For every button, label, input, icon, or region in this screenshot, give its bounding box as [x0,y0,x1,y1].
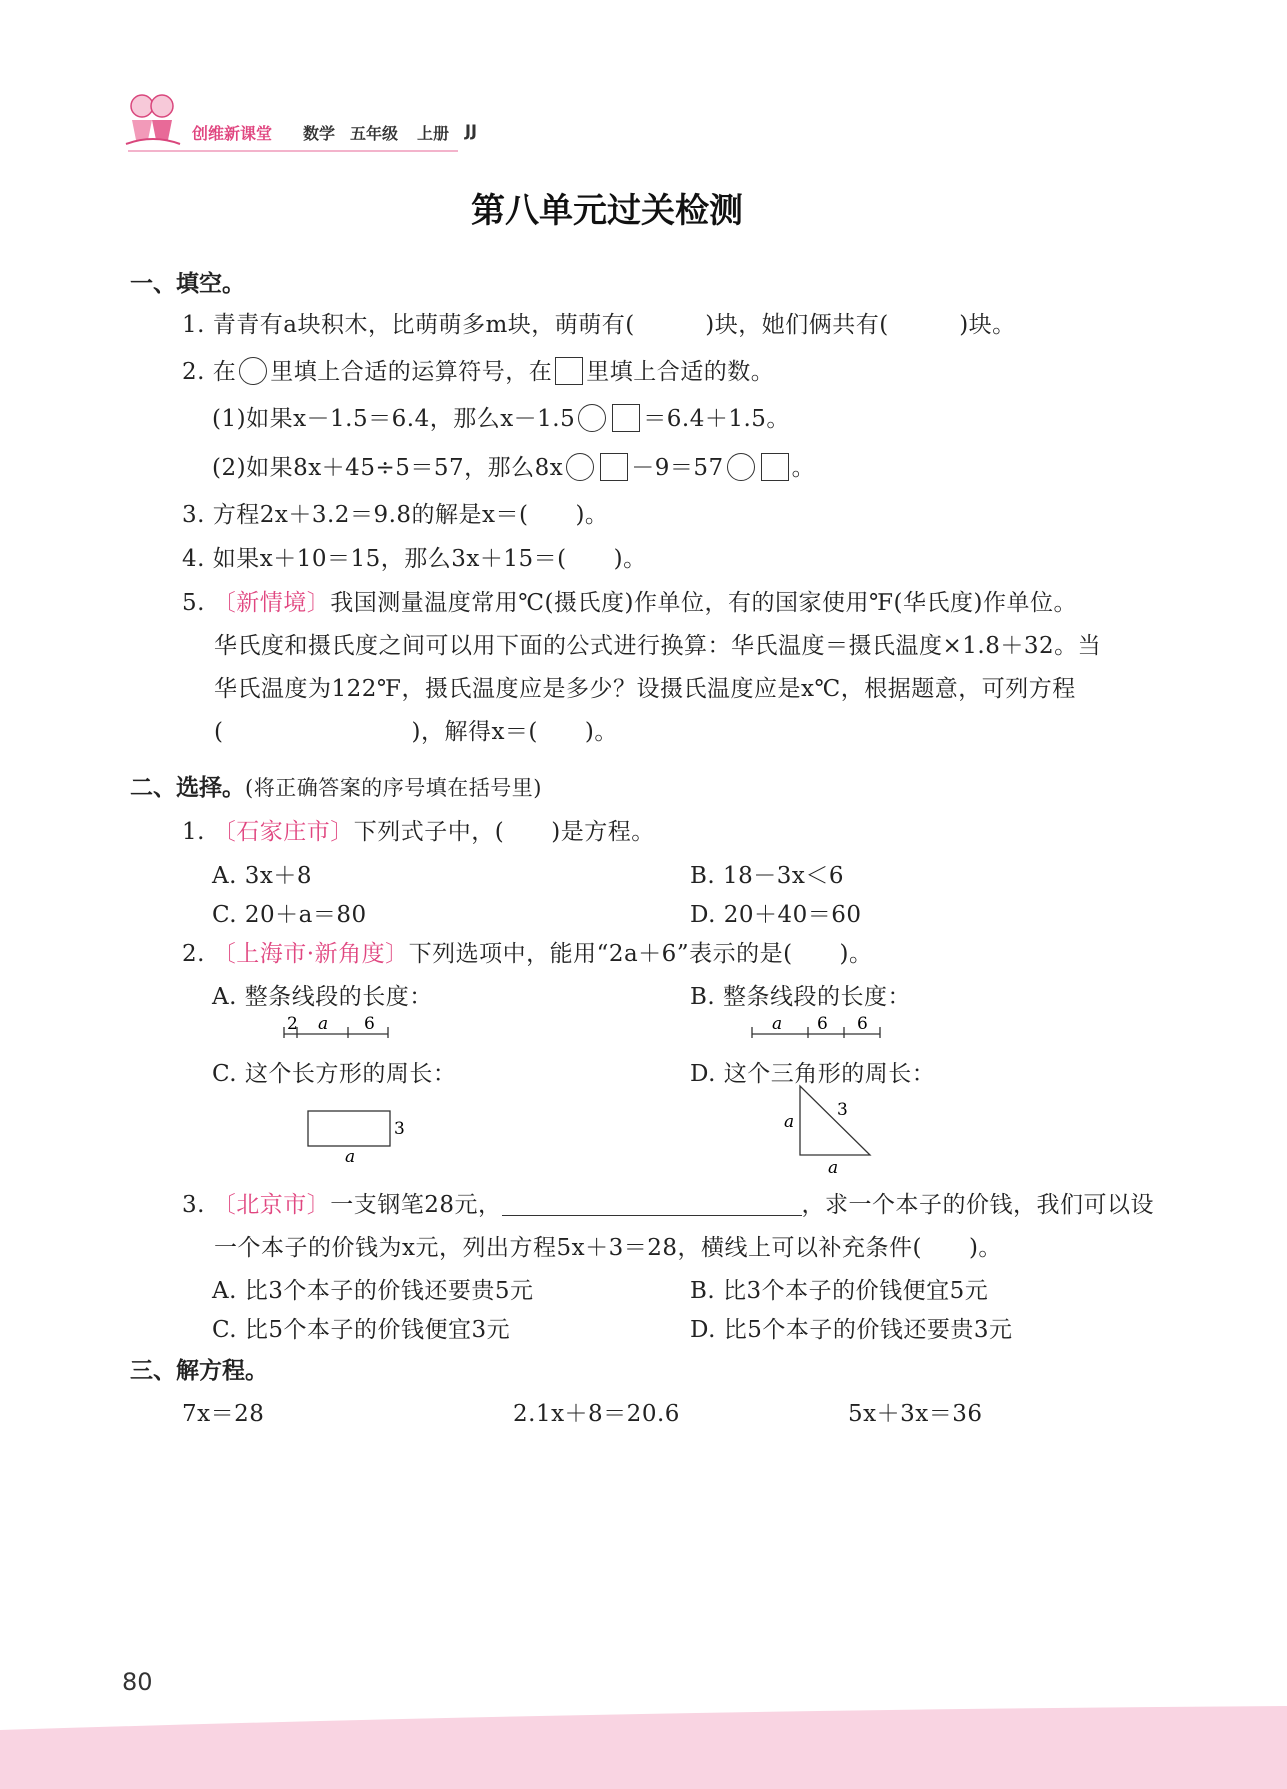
question-2-2 [182,935,873,968]
q2-3-text-b: ，求一个本子的价钱，我们可以设 [801,1192,1155,1218]
q2-2-text-c: 。 [791,455,816,481]
question-1-2-1 [212,400,790,433]
page-number: 80 [122,1668,153,1696]
q5-line-1: 我国测量温度常用℃(摄氏度)作单位，有的国家使用℉(华氏度)作单位。 [330,590,1077,616]
fig-d-left-label: a [784,1112,795,1132]
fig-a-label-2: a [318,1014,329,1034]
header-subject: 数学 [303,124,336,143]
square-blank-icon [612,404,640,432]
q2-3-number: 3. [182,1192,205,1218]
equation-1: 7x＝28 [182,1401,265,1427]
q2-2-tag: 〔上海市·新角度〕 [212,941,409,967]
option-2-3-a: A. 比3个本子的价钱还要贵5元 [212,1278,534,1304]
question-1-1: 1. 青青有a块积木，比萌萌多m块，萌萌有( )块，她们俩共有( )块。 [182,312,1016,338]
q2-3-text-a: 一支钢笔28元， [330,1192,502,1218]
q2-1-tag: 〔石家庄市〕 [212,819,354,845]
option-2-2-d: D. 这个三角形的周长： [690,1061,936,1087]
fig-a-label-3: 6 [364,1014,375,1034]
equation-3: 5x＋3x＝36 [848,1401,983,1427]
q2-1-text-a: (1)如果x－1.5＝6.4，那么x－1.5 [212,406,576,432]
circle-blank-icon [239,357,267,385]
fig-c-height-label: 3 [394,1119,405,1139]
question-2-1 [182,813,655,846]
question-1-2-2 [212,449,815,482]
fig-d-hyp-label: 3 [837,1100,848,1120]
fig-d-base-label: a [828,1158,839,1175]
q2-text-a: 2. 在 [182,359,237,385]
question-1-2 [182,353,774,386]
option-2-1-c: C. 20＋a＝80 [212,902,367,928]
section-choice-title: 二、选择。 [130,775,245,801]
option-2-1-b: B. 18－3x＜6 [690,863,845,889]
header-edition: JJ [465,121,477,140]
fig-a-label-1: 2 [287,1014,298,1034]
figure-c-rectangle [300,1105,410,1165]
option-2-1-d: D. 20＋40＝60 [690,902,862,928]
circle-blank-icon [566,453,594,481]
fig-d-triangle-shape [800,1086,870,1155]
q2-2-text-b: －9＝57 [631,455,724,481]
section-choice-note: (将正确答案的序号填在括号里) [245,776,542,800]
option-2-3-c: C. 比5个本子的价钱便宜3元 [212,1317,511,1343]
figure-a-segment [280,1010,395,1040]
square-blank-icon [555,357,583,385]
header-divider [128,150,458,152]
fig-c-rect [308,1111,390,1146]
q5-number: 5. [182,590,205,616]
circle-blank-icon [578,404,606,432]
square-blank-icon [761,453,789,481]
option-2-1-a: A. 3x＋8 [212,863,312,889]
question-2-3 [182,1186,1154,1219]
section-fill-heading: 一、填空。 [130,271,245,297]
q2-3-tag: 〔北京市〕 [212,1192,331,1218]
question-1-5-line-3: 华氏温度为122℉，摄氏温度应是多少？设摄氏温度应是x℃，根据题意，可列方程 [214,676,1076,702]
option-2-2-c: C. 这个长方形的周长： [212,1061,457,1087]
header-grade: 五年级 [350,124,399,143]
q2-1-text-b: ＝6.4＋1.5。 [643,406,790,432]
figure-b-segment [748,1010,888,1040]
fig-b-label-2: 6 [817,1014,828,1034]
footer-band [0,1700,1287,1789]
section-solve-heading: 三、解方程。 [130,1358,268,1384]
question-1-4: 4. 如果x＋10＝15，那么3x＋15＝( )。 [182,546,647,572]
equation-2: 2.1x＋8＝20.6 [513,1401,680,1427]
q5-tag: 〔新情境〕 [212,590,331,616]
q2-text-b: 里填上合适的运算符号，在 [270,359,553,385]
question-1-3: 3. 方程2x＋3.2＝9.8的解是x＝( )。 [182,502,609,528]
header-volume: 上册 [417,124,450,143]
question-1-5-line-4: ( )，解得x＝( )。 [214,719,618,745]
question-1-5-line-2: 华氏度和摄氏度之间可以用下面的公式进行换算：华氏温度＝摄氏温度×1.8＋32。当 [214,633,1102,659]
option-2-3-b: B. 比3个本子的价钱便宜5元 [690,1278,989,1304]
section-choice-heading [130,769,542,802]
option-2-2-a: A. 整条线段的长度： [212,984,433,1010]
q2-1-text: 下列式子中，( )是方程。 [353,819,655,845]
fig-b-label-3: 6 [857,1014,868,1034]
q2-1-number: 1. [182,819,205,845]
q2-2-number: 2. [182,941,205,967]
header-brand: 创维新课堂 [192,124,273,143]
header-mascot-icon [122,88,184,150]
q2-2-text: 下列选项中，能用“2a＋6”表示的是( )。 [408,941,873,967]
option-2-3-d: D. 比5个本子的价钱还要贵3元 [690,1317,1013,1343]
circle-blank-icon [727,453,755,481]
page-title: 第八单元过关检测 [471,191,743,231]
fig-c-width-label: a [345,1147,356,1165]
option-2-2-b: B. 整条线段的长度： [690,984,912,1010]
question-1-5 [182,584,1077,617]
figure-d-triangle [778,1080,888,1175]
fig-b-label-1: a [772,1014,783,1034]
q2-2-text-a: (2)如果8x＋45÷5＝57，那么8x [212,455,564,481]
q2-text-c: 里填上合适的数。 [586,359,775,385]
question-2-3-line-2: 一个本子的价钱为x元，列出方程5x＋3＝28，横线上可以补充条件( )。 [214,1235,1002,1261]
square-blank-icon [600,453,628,481]
answer-blank-line [502,1193,802,1216]
